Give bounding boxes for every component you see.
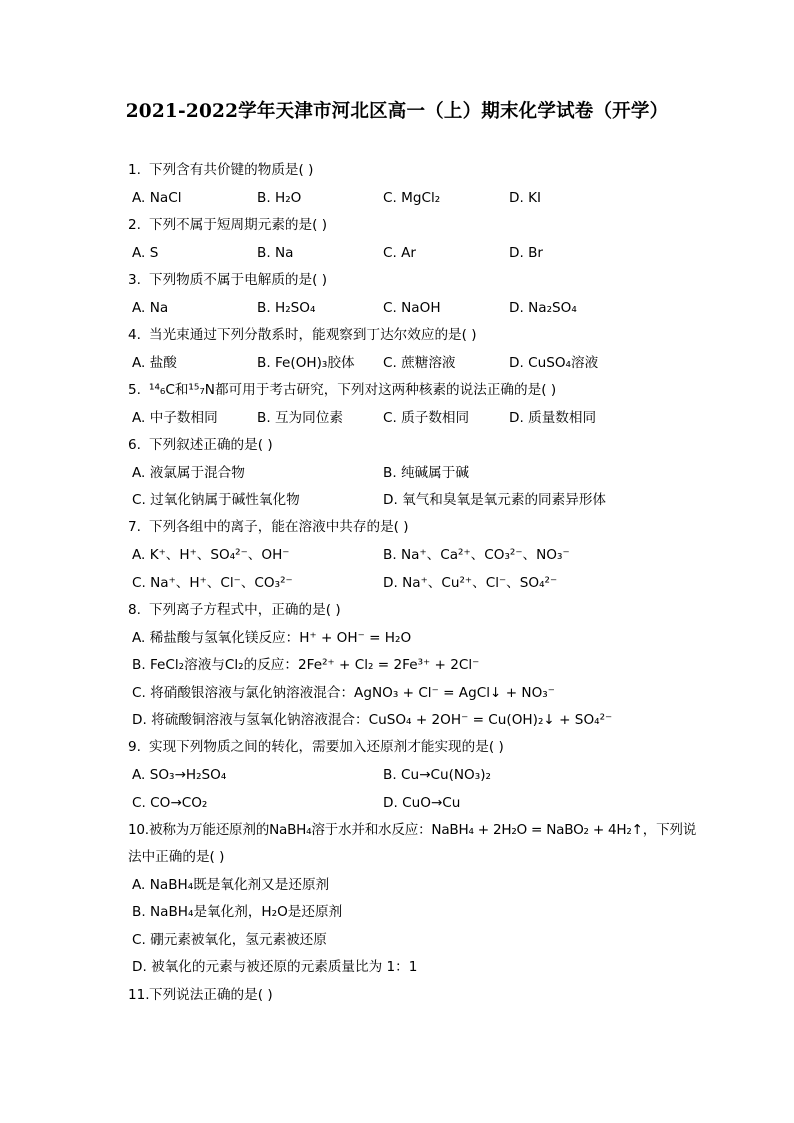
option-a: A. 液氯属于混合物 [132,465,245,481]
question-1: 1. 下列含有共价键的物质是( ) [128,162,314,178]
option-b: B. FeCl₂溶液与Cl₂的反应：2Fe²⁺ + Cl₂ = 2Fe³⁺ + 2Cl⁻ [132,657,480,673]
option-d: D. CuO→Cu [383,795,461,811]
option-c: C. Na⁺、H⁺、Cl⁻、CO₃²⁻ [132,575,293,591]
option-b: B. Cu→Cu(NO₃)₂ [383,767,491,783]
question-5: 5. ¹⁴₆C和¹⁵₇N都可用于考古研究，下列对这两种核素的说法正确的是( ) [128,382,557,398]
option-c: C. 质子数相同 [383,410,470,426]
option-b: B. 互为同位素 [257,410,343,426]
option-d: D. KI [509,190,542,206]
option-c: C. CO→CO₂ [132,795,208,811]
option-b: B. Fe(OH)₃胶体 [257,355,355,371]
option-a: A. 盐酸 [132,355,177,371]
question-8: 8. 下列离子方程式中，正确的是( ) [128,602,341,618]
option-b: B. Na⁺、Ca²⁺、CO₃²⁻、NO₃⁻ [383,547,570,563]
question-stem: 下列各组中的离子，能在溶液中共存的是( ) [149,519,409,535]
option-b: B. NaBH₄是氧化剂，H₂O是还原剂 [132,904,343,920]
option-a: A. S [132,245,159,261]
question-2: 2. 下列不属于短周期元素的是( ) [128,217,328,233]
option-b: B. H₂O [257,190,302,206]
question-7: 7. 下列各组中的离子，能在溶液中共存的是( ) [128,519,409,535]
option-c: C. MgCl₂ [383,190,441,206]
option-c: C. 硼元素被氧化，氢元素被还原 [132,932,327,948]
question-10: 10.被称为万能还原剂的NaBH₄溶于水并和水反应：NaBH₄ + 2H₂O = NaBO₂ + 4H₂↑，下列说 [128,822,697,838]
option-d: D. Br [509,245,544,261]
question-stem: 下列说法正确的是( ) [149,987,273,1003]
option-a: A. NaBH₄既是氧化剂又是还原剂 [132,877,330,893]
option-a: A. NaCl [132,190,182,206]
question-stem: 下列不属于短周期元素的是( ) [149,217,328,233]
question-stem: 下列物质不属于电解质的是( ) [149,272,328,288]
question-3: 3. 下列物质不属于电解质的是( ) [128,272,328,288]
option-a: A. SO₃→H₂SO₄ [132,767,227,783]
option-a: A. K⁺、H⁺、SO₄²⁻、OH⁻ [132,547,290,563]
option-c: C. NaOH [383,300,441,316]
option-a: A. 中子数相同 [132,410,218,426]
option-b: B. 纯碱属于碱 [383,465,469,481]
question-stem: 被称为万能还原剂的NaBH₄溶于水并和水反应：NaBH₄ + 2H₂O = NaBO₂ + 4H₂↑，下列说 [149,822,697,838]
option-b: B. Na [257,245,294,261]
option-d: D. 质量数相同 [509,410,597,426]
option-d: D. 将硫酸铜溶液与氢氧化钠溶液混合：CuSO₄ + 2OH⁻ = Cu(OH)₂↓ + SO₄²⁻ [132,712,613,728]
question-stem: 下列叙述正确的是( ) [149,437,273,453]
option-a: A. Na [132,300,169,316]
question-9: 9. 实现下列物质之间的转化，需要加入还原剂才能实现的是( ) [128,739,504,755]
option-d: D. 氧气和臭氧是氧元素的同素异形体 [383,492,607,508]
option-d: D. 被氧化的元素与被还原的元素质量比为 1：1 [132,959,418,975]
question-stem: 下列离子方程式中，正确的是( ) [149,602,341,618]
question-stem: 下列含有共价键的物质是( ) [149,162,314,178]
question-6: 6. 下列叙述正确的是( ) [128,437,273,453]
option-c: C. 蔗糖溶液 [383,355,456,371]
exam-title: 2021-2022学年天津市河北区高一（上）期末化学试卷（开学） [125,101,669,122]
option-d: D. CuSO₄溶液 [509,355,599,371]
question-stem-continued: 法中正确的是( ) [128,849,225,865]
option-c: C. 将硝酸银溶液与氯化钠溶液混合：AgNO₃ + Cl⁻ = AgCl↓ + NO₃⁻ [132,685,555,701]
option-d: D. Na₂SO₄ [509,300,577,316]
question-stem: 实现下列物质之间的转化，需要加入还原剂才能实现的是( ) [149,739,504,755]
question-stem: 当光束通过下列分散系时，能观察到丁达尔效应的是( ) [149,327,477,343]
question-11: 11.下列说法正确的是( ) [128,987,273,1003]
option-c: C. Ar [383,245,417,261]
option-c: C. 过氧化钠属于碱性氧化物 [132,492,300,508]
option-a: A. 稀盐酸与氢氧化镁反应：H⁺ + OH⁻ = H₂O [132,630,412,646]
option-d: D. Na⁺、Cu²⁺、Cl⁻、SO₄²⁻ [383,575,558,591]
question-stem: ¹⁴₆C和¹⁵₇N都可用于考古研究，下列对这两种核素的说法正确的是( ) [149,382,557,398]
question-4: 4. 当光束通过下列分散系时，能观察到丁达尔效应的是( ) [128,327,477,343]
option-b: B. H₂SO₄ [257,300,316,316]
